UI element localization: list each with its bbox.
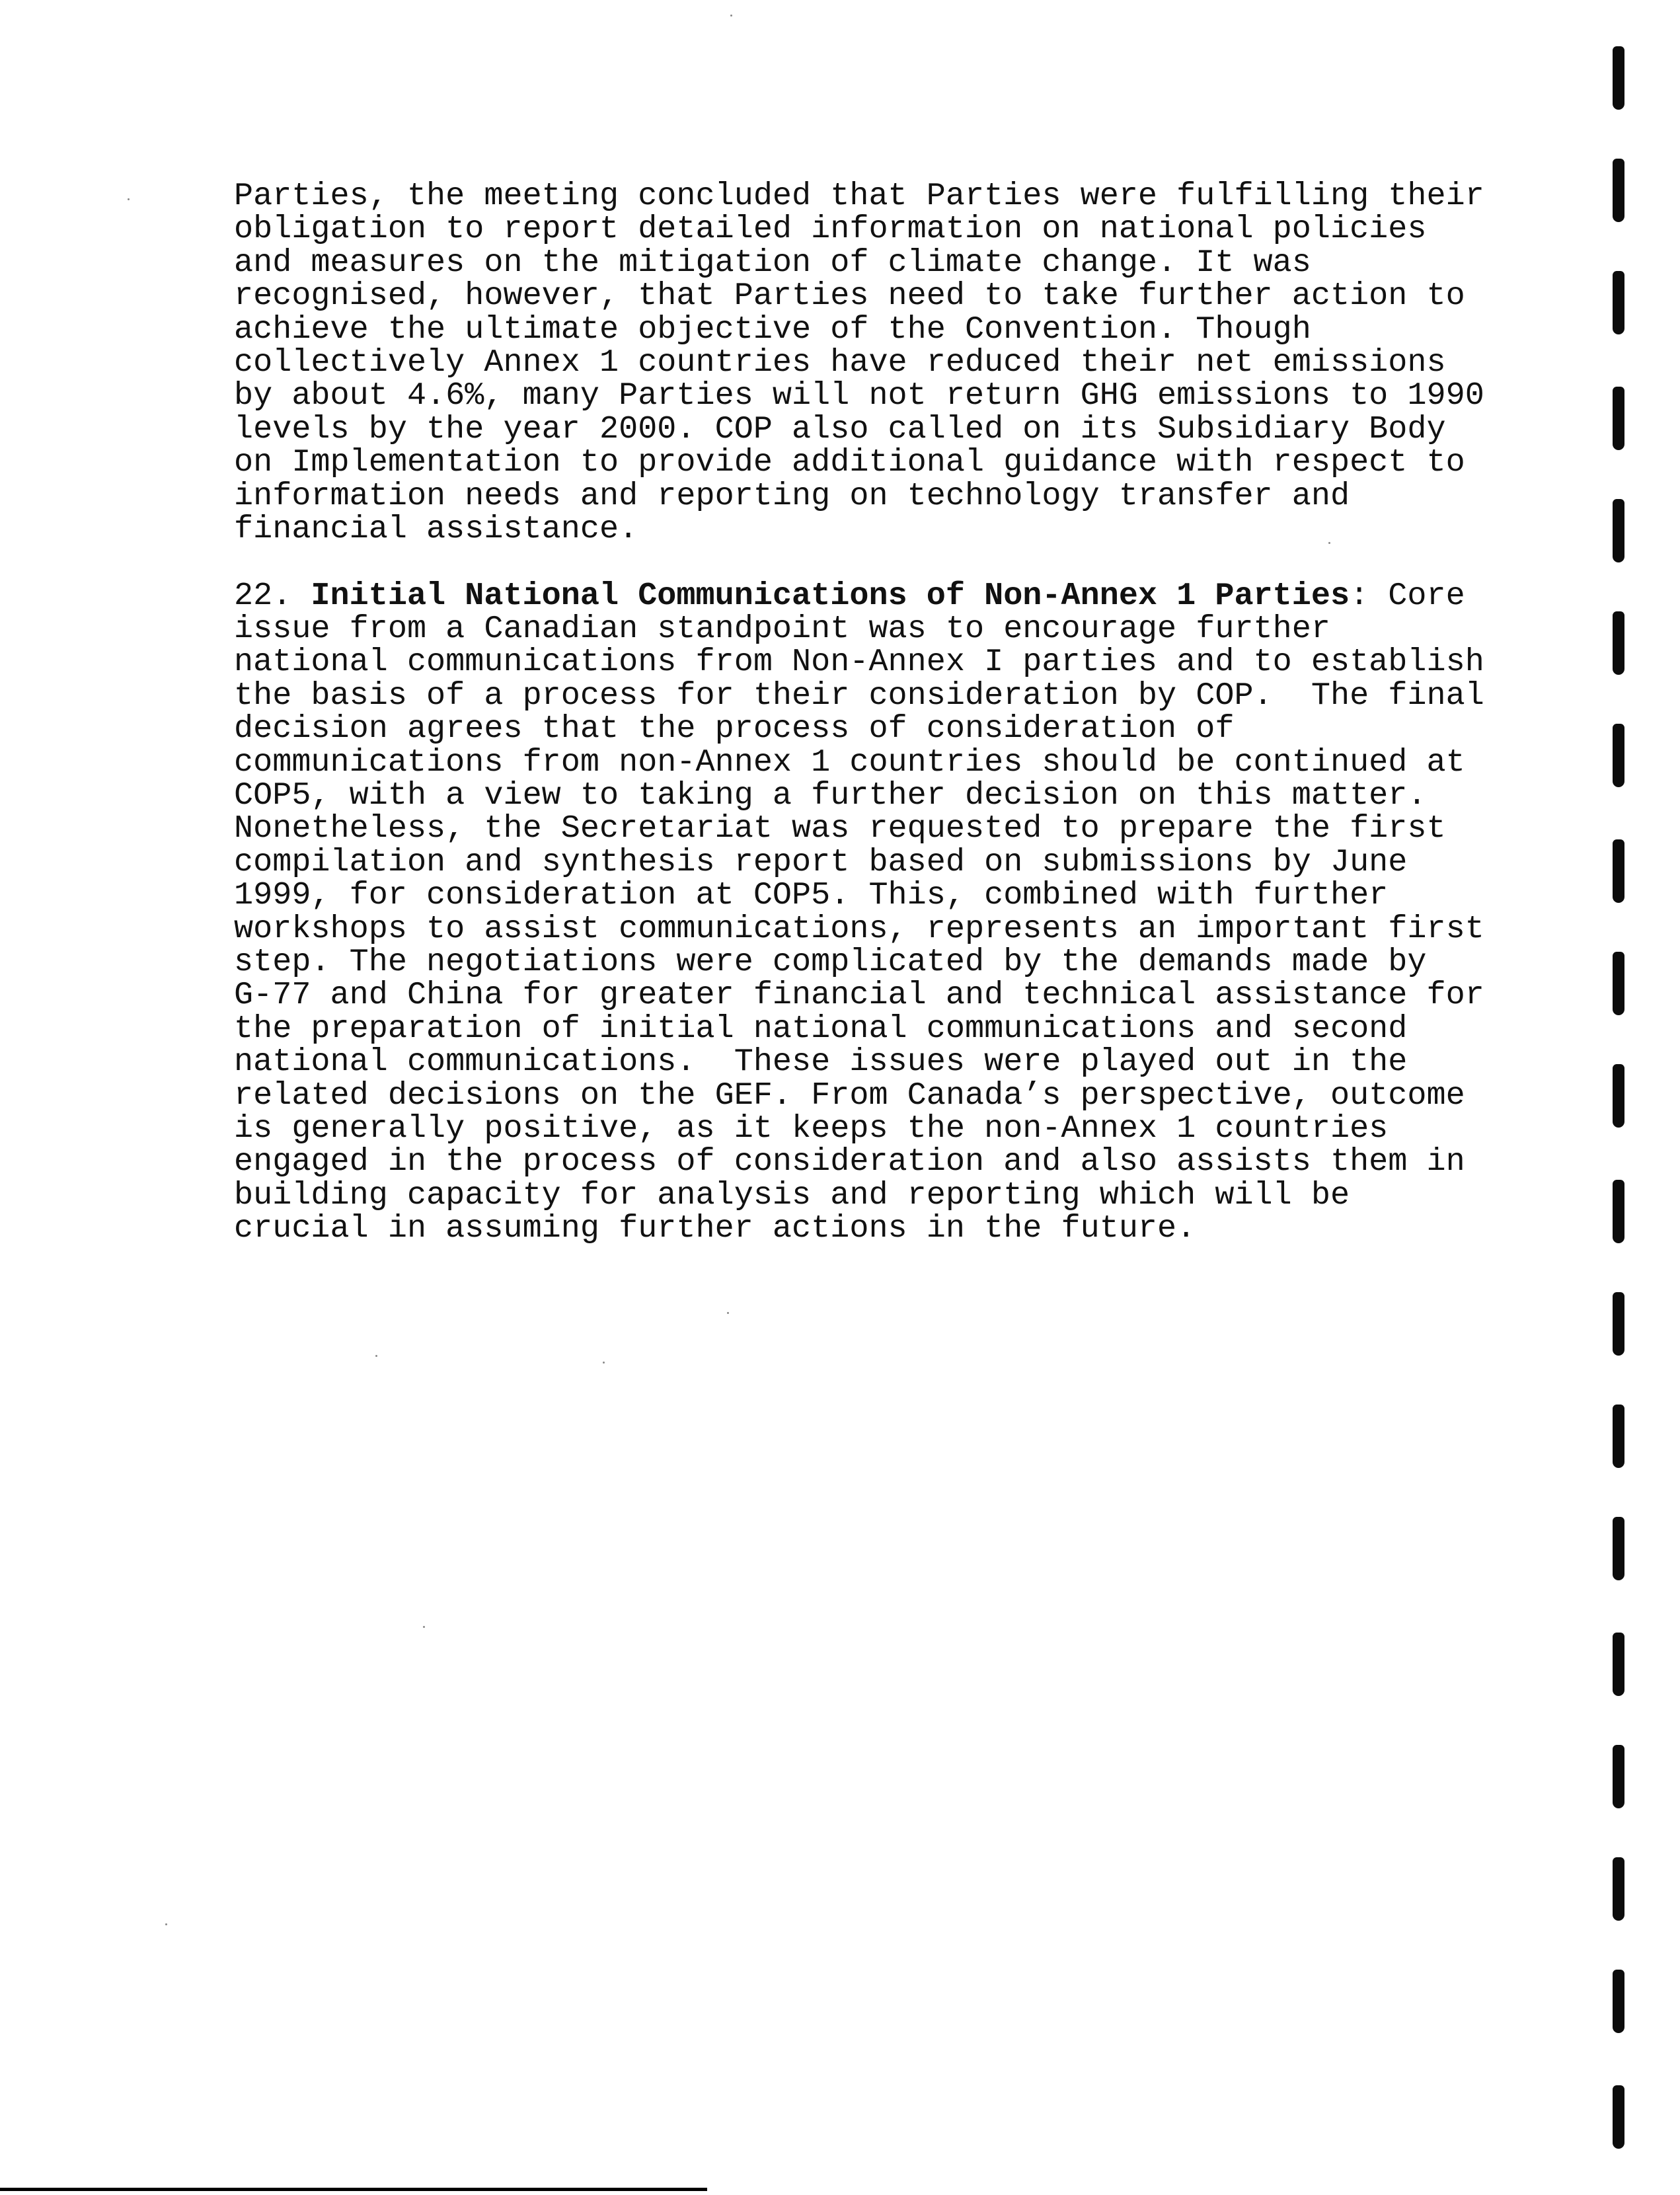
binder-hole-mark	[1613, 1633, 1624, 1696]
text-line: national communications from Non-Annex I parties and to establish	[234, 644, 1484, 681]
text-line: engaged in the process of consideration and also assists them in	[234, 1143, 1465, 1180]
text-line: 1999, for consideration at COP5. This, combined with further	[234, 877, 1389, 914]
text-line: decision agrees that the process of consideration of	[234, 711, 1235, 748]
bottom-edge-rule	[0, 2188, 707, 2191]
binder-hole-mark	[1613, 2085, 1624, 2149]
binder-hole-mark	[1613, 611, 1624, 675]
binder-hole-mark	[1613, 1745, 1624, 1808]
binder-hole-mark	[1613, 1857, 1624, 1921]
text-line: achieve the ultimate objective of the Convention. Though	[234, 311, 1311, 348]
paragraph-heading-line	[234, 577, 1549, 614]
binder-hole-mark	[1613, 839, 1624, 903]
binder-hole-mark	[1613, 1517, 1624, 1580]
text-line: building capacity for analysis and reporting which will be	[234, 1176, 1350, 1213]
binder-hole-mark	[1613, 499, 1624, 562]
binder-holes	[1613, 0, 1652, 2195]
scan-speck	[730, 15, 732, 17]
text-line: the basis of a process for their consideration by COP. The final	[234, 677, 1484, 714]
binder-hole-mark	[1613, 387, 1624, 450]
scan-speck	[128, 198, 130, 200]
text-line: step. The negotiations were complicated by the demands made by	[234, 943, 1427, 980]
text-line: Nonetheless, the Secretariat was requested to prepare the first	[234, 810, 1446, 847]
text-line: financial assistance.	[234, 510, 638, 547]
binder-hole-mark	[1613, 46, 1624, 110]
binder-hole-mark	[1613, 1970, 1624, 2033]
binder-hole-mark	[1613, 724, 1624, 787]
text-line: information needs and reporting on technology transfer and	[234, 477, 1350, 514]
text-line: crucial in assuming further actions in the future.	[234, 1210, 1196, 1247]
scan-speck	[727, 1312, 729, 1314]
paragraph-spacer	[234, 546, 1549, 579]
text-line: on Implementation to provide additional guidance with respect to	[234, 444, 1465, 481]
scan-speck	[1328, 542, 1330, 544]
paragraph-number: 22.	[234, 577, 311, 614]
document-body	[234, 180, 1549, 1246]
paragraph-22	[234, 577, 1549, 1247]
text-line: the preparation of initial national communications and second	[234, 1010, 1408, 1047]
text-line: issue from a Canadian standpoint was to encourage further	[234, 611, 1330, 648]
scan-speck	[165, 1923, 167, 1925]
text-line: and measures on the mitigation of climate change. It was	[234, 244, 1311, 281]
text-line: COP5, with a view to taking a further decision on this matter.	[234, 777, 1427, 814]
binder-hole-mark	[1613, 159, 1624, 222]
text-line: national communications. These issues were played out in the	[234, 1044, 1408, 1081]
scan-speck	[375, 1355, 377, 1357]
binder-hole-mark	[1613, 1405, 1624, 1468]
text-line: related decisions on the GEF. From Canada’s perspective, outcome	[234, 1077, 1465, 1114]
text-line: collectively Annex 1 countries have reduced their net emissions	[234, 344, 1446, 381]
text-line: G-77 and China for greater financial and technical assistance for	[234, 977, 1484, 1014]
text-line: compilation and synthesis report based on submissions by June	[234, 843, 1408, 880]
binder-hole-mark	[1613, 952, 1624, 1015]
scan-speck	[423, 1626, 425, 1628]
text-line: obligation to report detailed information on national policies	[234, 211, 1427, 248]
paragraph-continuation	[234, 180, 1549, 546]
text-line: workshops to assist communications, represents an important first	[234, 910, 1484, 947]
paragraph-heading-suffix: : Core	[1350, 577, 1465, 614]
binder-hole-mark	[1613, 1292, 1624, 1356]
scan-speck	[603, 1362, 605, 1364]
text-line: is generally positive, as it keeps the non-Annex 1 countries	[234, 1110, 1389, 1147]
text-line: communications from non-Annex 1 countries should be continued at	[234, 744, 1465, 781]
text-line: recognised, however, that Parties need to take further action to	[234, 278, 1465, 315]
text-line: levels by the year 2000. COP also called on its Subsidiary Body	[234, 410, 1446, 447]
text-line: Parties, the meeting concluded that Parties were fulfilling their	[234, 178, 1484, 214]
binder-hole-mark	[1613, 1064, 1624, 1128]
text-line: by about 4.6%, many Parties will not return GHG emissions to 1990	[234, 377, 1484, 414]
paragraph-heading: Initial National Communications of Non-Annex 1 Parties	[311, 577, 1350, 614]
binder-hole-mark	[1613, 271, 1624, 334]
binder-hole-mark	[1613, 1180, 1624, 1243]
